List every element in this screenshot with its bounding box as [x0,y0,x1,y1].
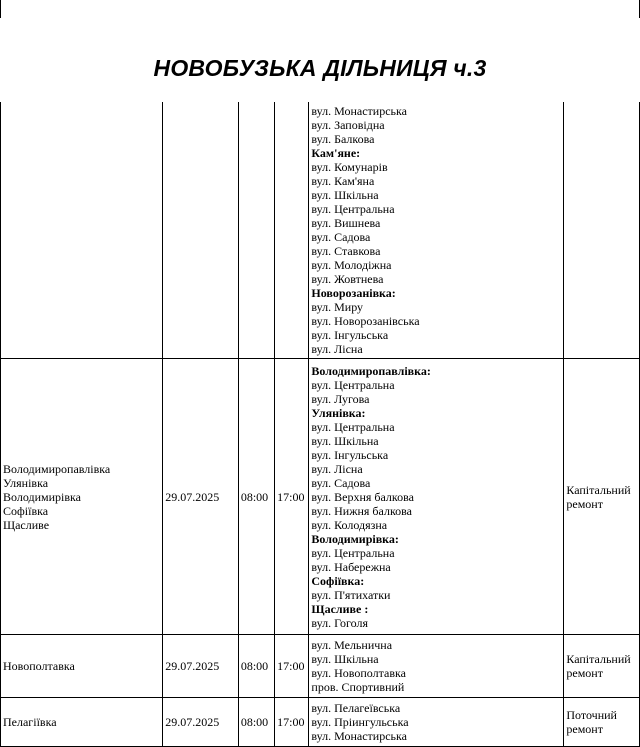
street-name: вул. Центральна [311,377,395,392]
work-type-cell [564,635,640,698]
street-name: вул. Новополтавка [311,666,406,680]
settlement-name: Новополтавка [3,659,75,673]
street-name: вул. П'ятихатки [311,587,391,602]
street-name: вул. Садова [311,230,371,244]
date-cell [163,359,239,635]
settlement-heading: Володимиропавлівка: [311,363,431,378]
settlement-heading: Кам'яне: [311,146,361,160]
street-name: вул. Шкільна [311,433,379,448]
start-time-cell [238,102,274,359]
work-type-cell [564,359,640,635]
end-time-cell [275,635,309,698]
settlement-name: Щасливе [3,517,50,532]
table-row [1,635,640,698]
outage-date: 29.07.2025 [165,489,220,504]
street-name: вул. Новорозанівська [311,314,420,328]
street-name: вул. Миру [311,300,364,314]
street-name: вул. Лугова [311,391,370,406]
street-name: вул. Верхня балкова [311,489,414,504]
street-name: вул. Центральна [311,419,395,434]
settlement-name: Пелагіївка [3,715,57,729]
settlement-heading: Софіївка: [311,573,365,588]
settlement-name: Улянівка [3,475,49,490]
table-row [1,102,640,359]
settlement-heading: Володимирівка: [311,531,399,546]
street-name: вул. Лісна [311,342,363,356]
table-border-fragment [0,0,1,18]
street-name: вул. Балкова [311,132,375,146]
outage-date: 29.07.2025 [165,715,220,729]
street-name: вул. Молодіжна [311,258,392,272]
street-name: вул. Набережна [311,559,391,574]
settlement-name: Софіївка [3,503,49,518]
work-type: Поточний [566,708,617,722]
settlements-cell [1,698,163,747]
street-name: вул. Ставкова [311,244,381,258]
street-name: вул. Мельнична [311,638,393,652]
end-time: 17:00 [277,489,305,504]
work-type-cell [564,698,640,747]
street-name: вул. Лісна [311,461,363,476]
street-name: вул. Нижня балкова [311,503,413,518]
work-type-cell [564,102,640,359]
street-name: вул. Гоголя [311,615,368,630]
settlements-cell [1,635,163,698]
settlement-name: Володимиропавлівка [3,461,111,476]
start-time: 08:00 [240,659,269,673]
date-cell [163,635,239,698]
street-name: вул. Кам'яна [311,174,375,188]
settlement-heading: Улянівка: [311,405,366,420]
table-row [1,698,640,747]
work-type: Капітальний [566,652,631,666]
end-time-cell [275,698,309,747]
page-title: НОВОБУЗЬКА ДІЛЬНИЦЯ ч.3 [153,55,487,81]
street-name: вул. Пелагеївська [311,701,401,715]
street-name: вул. Монастирська [311,729,407,743]
street-name: вул. Колодязна [311,517,388,532]
start-time: 08:00 [240,489,269,504]
settlements-cell [1,359,163,635]
schedule-table-body [1,102,640,747]
start-time-cell [238,698,274,747]
streets-cell [309,102,564,359]
street-name: вул. Садова [311,475,371,490]
end-time: 17:00 [277,659,305,673]
end-time: 17:00 [277,715,305,729]
street-name: вул. Шкільна [311,188,379,202]
settlements-cell [1,102,163,359]
street-name: вул. Інгульська [311,328,389,342]
street-name: вул. Пріингульська [311,715,409,729]
end-time-cell [275,359,309,635]
work-type: ремонт [566,722,603,736]
street-name: вул. Комунарів [311,160,388,174]
street-name: вул. Монастирська [311,104,407,118]
end-time-cell [275,102,309,359]
street-name: пров. Спортивний [311,680,405,694]
work-type: ремонт [566,666,603,680]
date-cell [163,102,239,359]
settlement-name: Володимирівка [3,489,82,504]
work-type: ремонт [566,496,603,511]
start-time-cell [238,359,274,635]
street-name: вул. Заповідна [311,118,385,132]
table-row [1,359,640,635]
schedule-table [0,102,640,747]
start-time: 08:00 [240,715,269,729]
street-name: вул. Шкільна [311,652,379,666]
work-type: Капітальний [566,482,631,497]
streets-cell [309,359,564,635]
streets-cell [309,635,564,698]
streets-cell [309,698,564,747]
street-name: вул. Вишнева [311,216,381,230]
settlement-heading: Щасливе : [311,601,369,616]
settlement-heading: Новорозанівка: [311,286,396,300]
street-name: вул. Інгульська [311,447,389,462]
street-name: вул. Центральна [311,545,395,560]
street-name: вул. Жовтнева [311,272,384,286]
date-cell [163,698,239,747]
street-name: вул. Центральна [311,202,395,216]
start-time-cell [238,635,274,698]
outage-date: 29.07.2025 [165,659,220,673]
